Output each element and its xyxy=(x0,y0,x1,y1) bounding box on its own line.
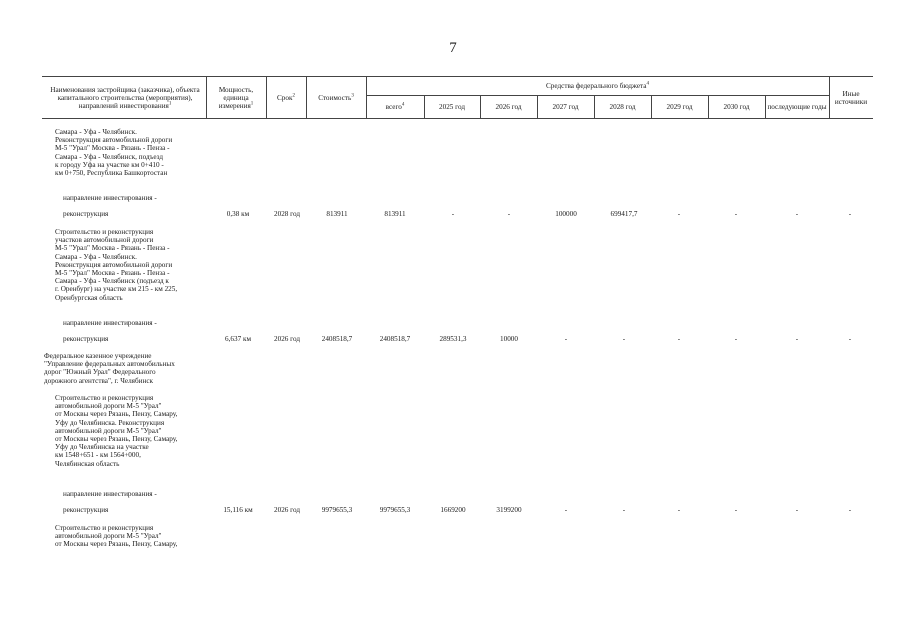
header-subsequent-years: последующие годы xyxy=(767,102,827,111)
subsequent-years-cell: - xyxy=(795,210,799,218)
cost-cell: 2408518,7 xyxy=(321,335,353,343)
object-description: Самара - Уфа - Челябинск. Реконструкция автомобильной дороги М-5 "Урал" Москва - Рязань - Пенза - Самара - Уфа - Челябинск, подъезд к городу Уфа на участке км 0+410 - км 0+750, Республика Башкортостан xyxy=(55,128,173,178)
year-2030-cell: - xyxy=(734,506,738,514)
row-label: реконструкция xyxy=(63,335,109,343)
year-2027-cell: - xyxy=(564,506,568,514)
object-description: Строительство и реконструкция участков автомобильной дороги М-5 "Урал" Москва - Рязань - Пенза - Самара - Уфа - Челябинск. Реконструкция автомобильной дороги М-5 "Урал" Москва - Рязань - Пенза - Самара - Уфа - Челябинск (подъезд к г. Оренбург) на участке км 215 - км 225, Оренбургская область xyxy=(55,228,178,302)
term-cell: 2026 год xyxy=(274,506,300,514)
header-year-2027: 2027 год xyxy=(552,102,579,111)
header-year-2029: 2029 год xyxy=(666,102,693,111)
object-description: Строительство и реконструкция автомобильной дороги М-5 "Урал" от Москвы через Рязань, Пензу, Самару, Уфу до Челябинска. Реконструкция автомобильной дороги М-5 "Урал" от Москвы через Рязань, Пензу, Самару, Уфу до Челябинска на участке км 1548+651 - км 1564+000, Челябинская область xyxy=(55,394,178,468)
cost-cell: 9979655,3 xyxy=(321,506,353,514)
header-other-sources: Иные источники xyxy=(834,89,868,106)
cost-cell: 813911 xyxy=(326,210,348,218)
year-2026-cell: - xyxy=(507,210,511,218)
total-cell: 813911 xyxy=(384,210,406,218)
year-2026-cell: 10000 xyxy=(500,335,518,343)
year-2030-cell: - xyxy=(734,210,738,218)
year-2027-cell: 100000 xyxy=(555,210,577,218)
other-sources-cell: - xyxy=(848,210,852,218)
header-cost: Стоимость$^3$ xyxy=(318,93,354,102)
term-cell: 2028 год xyxy=(274,210,300,218)
total-cell: 2408518,7 xyxy=(379,335,411,343)
row-label: реконструкция xyxy=(63,506,109,514)
subsequent-years-cell: - xyxy=(795,335,799,343)
header-year-2030: 2030 год xyxy=(723,102,750,111)
year-2025-cell: 1669200 xyxy=(440,506,466,514)
year-2029-cell: - xyxy=(677,335,681,343)
header-year-2026: 2026 год xyxy=(495,102,522,111)
year-2029-cell: - xyxy=(677,210,681,218)
header-total: всего$^4$ xyxy=(385,102,405,111)
investment-direction-label: направление инвестирования - xyxy=(63,194,157,202)
row-label: реконструкция xyxy=(63,210,109,218)
customer-name: Федеральное казенное учреждение "Управление федеральных автомобильных дорог "Южный Урал" Федерального дорожного агентства", г. Челябинск xyxy=(44,352,175,385)
year-2030-cell: - xyxy=(734,335,738,343)
capacity-cell: 6,637 км xyxy=(224,335,251,343)
investment-direction-label: направление инвестирования - xyxy=(63,490,157,498)
header-capacity: Мощность, единица измерения$^1$ xyxy=(218,85,254,110)
year-2029-cell: - xyxy=(677,506,681,514)
other-sources-cell: - xyxy=(848,506,852,514)
year-2028-cell: - xyxy=(622,335,626,343)
term-cell: 2026 год xyxy=(274,335,300,343)
year-2025-cell: 289531,3 xyxy=(439,335,467,343)
header-federal-budget: Средства федерального бюджета$^4$ xyxy=(546,81,649,90)
year-2026-cell: 3199200 xyxy=(496,506,522,514)
header-year-2028: 2028 год xyxy=(609,102,636,111)
page-number: 7 xyxy=(449,40,457,56)
header-year-2025: 2025 год xyxy=(439,102,465,111)
investment-direction-label: направление инвестирования - xyxy=(63,319,157,327)
object-description: Строительство и реконструкция автомобильной дороги М-5 "Урал" от Москвы через Рязань, Пензу, Самару, xyxy=(55,524,178,549)
year-2025-cell: - xyxy=(451,210,455,218)
header-term: Срок$^2$ xyxy=(277,93,295,102)
capacity-cell: 15,116 км xyxy=(223,506,253,514)
capacity-cell: 0,38 км xyxy=(226,210,250,218)
subsequent-years-cell: - xyxy=(795,506,799,514)
total-cell: 9979655,3 xyxy=(379,506,411,514)
year-2028-cell: 699417,7 xyxy=(610,210,638,218)
header-name: Наименования застройщика (заказчика), объекта капитального строительства (мероприятия), направлений инвестирования$^1$ xyxy=(50,85,200,110)
year-2027-cell: - xyxy=(564,335,568,343)
other-sources-cell: - xyxy=(848,335,852,343)
year-2028-cell: - xyxy=(622,506,626,514)
